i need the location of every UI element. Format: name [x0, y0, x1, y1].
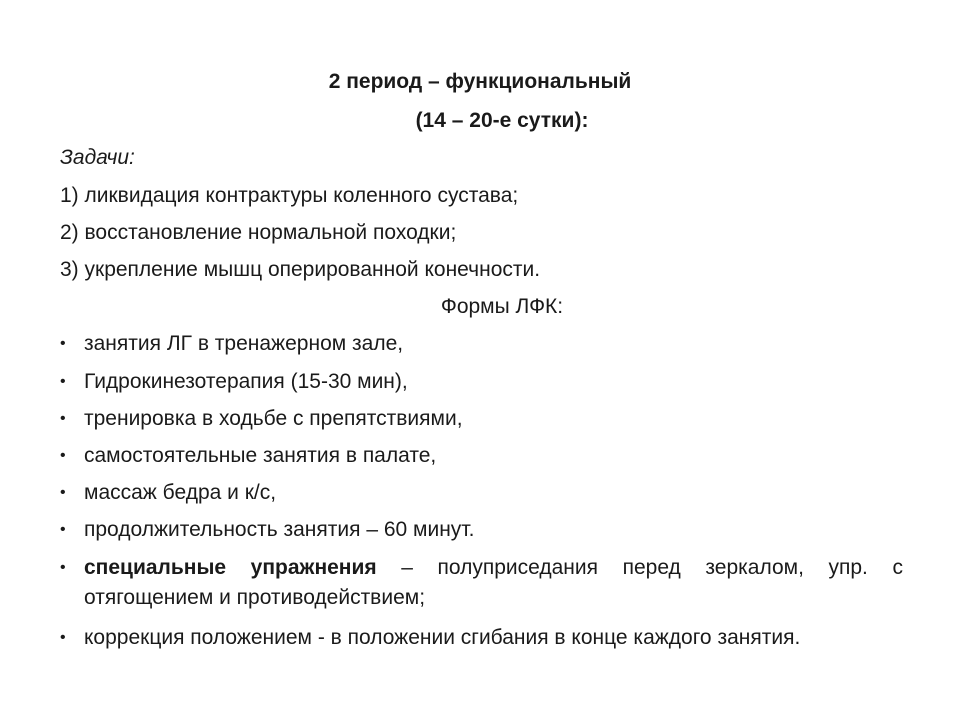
- bullet-text: Гидрокинезотерапия (15-30 мин),: [84, 370, 408, 393]
- bullet-icon: •: [60, 335, 66, 352]
- bullet-icon: •: [60, 629, 66, 646]
- bullet-rest: – полуприседания перед зеркалом, упр. с отягощением и противодействием;: [84, 556, 903, 609]
- slide-subtitle: (14 – 20-е сутки):: [415, 109, 589, 132]
- slide-title: 2 период – функциональный: [328, 70, 632, 93]
- bullet-item: [60, 441, 903, 471]
- bullet-bold-lead: специальные упражнения: [84, 556, 377, 579]
- task-item: 2) восстановление нормальной походки;: [60, 221, 457, 244]
- bullet-icon: •: [60, 373, 66, 390]
- bullet-item: [60, 367, 903, 397]
- bullet-item: [60, 515, 903, 545]
- task-item: 3) укрепление мышц оперированной конечности.: [60, 258, 541, 281]
- bullet-text: тренировка в ходьбе с препятствиями,: [84, 407, 463, 430]
- bullet-item: [60, 404, 903, 434]
- task-item: 1) ликвидация контрактуры коленного сустава;: [60, 184, 519, 207]
- bullet-icon: •: [60, 484, 66, 501]
- bullet-item: [60, 623, 903, 653]
- bullet-icon: •: [60, 521, 66, 538]
- forms-heading: Формы ЛФК:: [440, 295, 564, 318]
- bullet-item: [60, 553, 903, 613]
- bullet-icon: •: [60, 559, 66, 576]
- tasks-heading: Задачи:: [60, 146, 135, 169]
- bullet-icon: •: [60, 410, 66, 427]
- bullet-text: занятия ЛГ в тренажерном зале,: [84, 332, 404, 355]
- bullet-text: продолжительность занятия – 60 минут.: [84, 518, 475, 541]
- bullet-icon: •: [60, 447, 66, 464]
- bullet-item: [60, 478, 903, 508]
- bullet-item: [60, 329, 903, 359]
- bullet-text: [84, 553, 903, 613]
- bullet-text: самостоятельные занятия в палате,: [84, 444, 437, 467]
- bullet-text: коррекция положением - в положении сгибания в конце каждого занятия.: [84, 626, 801, 649]
- bullet-text: массаж бедра и к/с,: [84, 481, 277, 504]
